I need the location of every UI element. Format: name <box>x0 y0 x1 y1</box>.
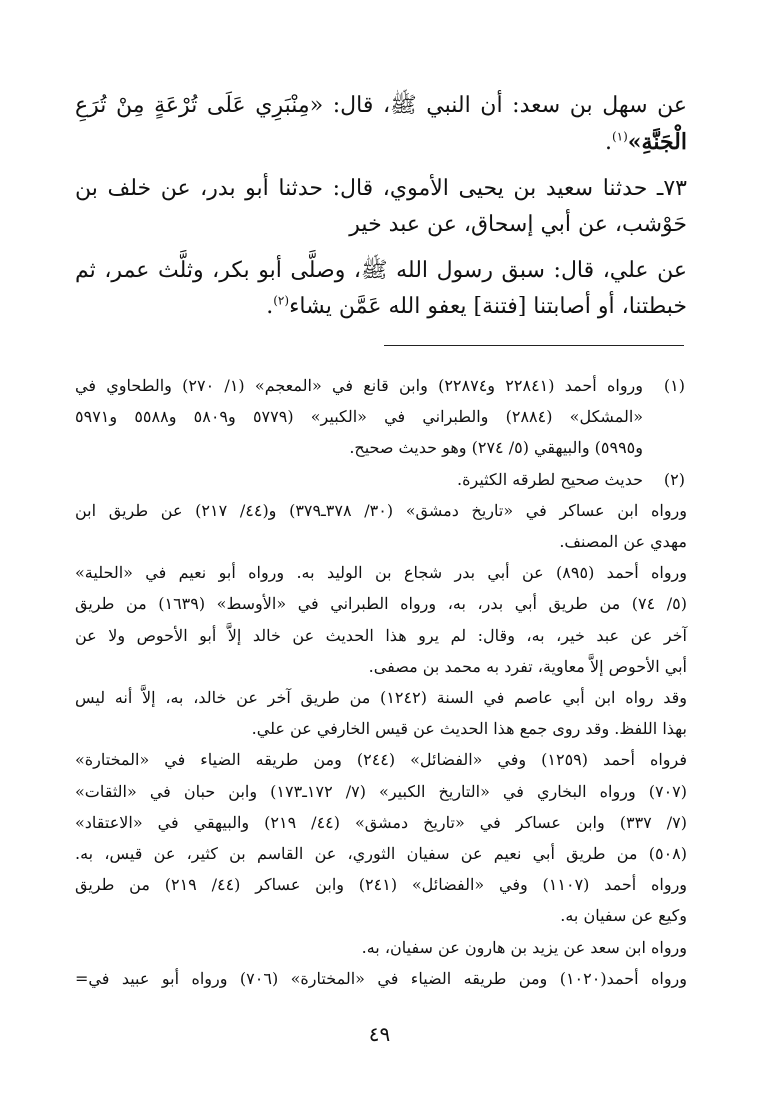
footnote-number: (٢) <box>663 469 685 489</box>
page-number: ٤٩ <box>368 1022 391 1046</box>
footnote-line: ورواه أحمد (٨٩٥) عن أبي بدر شجاع بن الوليد به. ورواه أبو نعيم في «الحلية» <box>75 563 688 583</box>
footnote-line: ورواه أحمد (٢٢٨٤١ و٢٢٨٧٤) وابن قانع في «المعجم» (١/ ٢٧٠) والطحاوي في <box>75 376 644 395</box>
footnote-line: بهذا اللفظ. وقد روى جمع هذا الحديث عن قيس الخارفي عن علي. <box>251 719 687 739</box>
footnote-ref: (٢) <box>273 293 290 308</box>
footnote-line: حديث صحيح لطرقه الكثيرة. <box>457 469 643 489</box>
footnote-line: وكيع عن سفيان به. <box>560 906 687 926</box>
footnote-2 <box>75 464 687 994</box>
footnote-line: (٧/ ٣٣٧) وابن عساكر في «تاريخ دمشق» (٤٤/ ٢١٩) والبيهقي في «الاعتقاد» <box>75 812 688 832</box>
footnote-line: مهدي عن المصنف. <box>559 532 687 552</box>
footnote-separator <box>384 345 684 346</box>
footnote-line: (٥/ ٧٤) من طريق أبي بدر، به، ورواه الطبراني في «الأوسط» (١٦٣٩) من طريق <box>75 594 688 614</box>
footnote-line: ورواه ابن عساكر في «تاريخ دمشق» (٣٠/ ٣٧٨ـ٣٧٩) و(٤٤/ ٢١٧) عن طريق ابن <box>75 500 687 520</box>
footnote-line: (٧٠٧) ورواه البخاري في «التاريخ الكبير» (٧/ ١٧٢ـ١٧٣) وابن حبان في «الثقات» <box>75 781 688 801</box>
footnote-1 <box>75 370 687 464</box>
footnote-line: ورواه أحمد(١٠٢٠) ومن طريقه الضياء في «المختارة» (٧٠٦) ورواه أبو عبيد في= <box>75 968 688 988</box>
main-line: خبطتنا، أو أصابتنا [فتنة] يعفو الله عَمَّن يشاء$^{(٢)}$. <box>266 293 687 319</box>
footnote-line: ورواه أحمد (١١٠٧) وفي «الفضائل» (٢٤١) وابن عساكر (٤٤/ ٢١٩) من طريق <box>75 875 688 895</box>
footnote-line: آخر عن عبد خير، به، وقال: لم يرو هذا الحديث عن خالد إلاَّ أبو الأحوص ولا عن <box>75 625 687 645</box>
footnote-line: فرواه أحمد (١٢٥٩) وفي «الفضائل» (٢٤٤) ومن طريقه الضياء في «المختارة» <box>75 750 688 770</box>
main-line: عن علي، قال: سبق رسول الله ﷺ، وصلَّى أبو بكر، وثلَّث عمر، ثم <box>75 258 687 283</box>
footnote-line: وقد رواه ابن أبي عاصم في السنة (١٢٤٢) من طريق آخر عن خالد، به، إلاَّ أنه ليس <box>75 688 688 708</box>
footnote-line: أبي الأحوص إلاَّ معاوية، تفرد به محمد بن مصفى. <box>368 656 687 676</box>
footnote-number: (١) <box>663 376 685 395</box>
main-line: الْجَنَّةِ»$^{(١)}$. <box>604 129 687 155</box>
footnotes <box>75 370 687 994</box>
main-text <box>75 88 687 325</box>
footnote-ref: (١) <box>611 129 628 144</box>
footnote-line: «المشكل» (٢٨٨٤) والطبراني في «الكبير» (٥٧٧٩ و٥٨٠٩ و٥٥٨٨ و٥٩٧١ <box>75 407 644 427</box>
footnote-line: ورواه ابن سعد عن يزيد بن هارون عن سفيان، به. <box>361 937 687 957</box>
main-line: عن سهل بن سعد: أن النبي ﷺ، قال: «مِنْبَرِي عَلَى تُرْعَةٍ مِنْ تُرَعِ <box>75 93 687 118</box>
footnote-line: و٥٩٩٥) والبيهقي (٥/ ٢٧٤) وهو حديث صحيح. <box>349 438 643 458</box>
footnote-line: (٥٠٨) من طريق أبي نعيم عن سفيان الثوري، عن القاسم بن كثير، عن قيس، به. <box>75 844 687 864</box>
main-line: حَوْشب، عن أبي إسحاق، عن عبد خير <box>349 212 687 237</box>
hadith-73-line: ٧٣ـ حدثنا سعيد بن يحيى الأموي، قال: حدثنا أبو بدر، عن خلف بن <box>75 176 687 201</box>
